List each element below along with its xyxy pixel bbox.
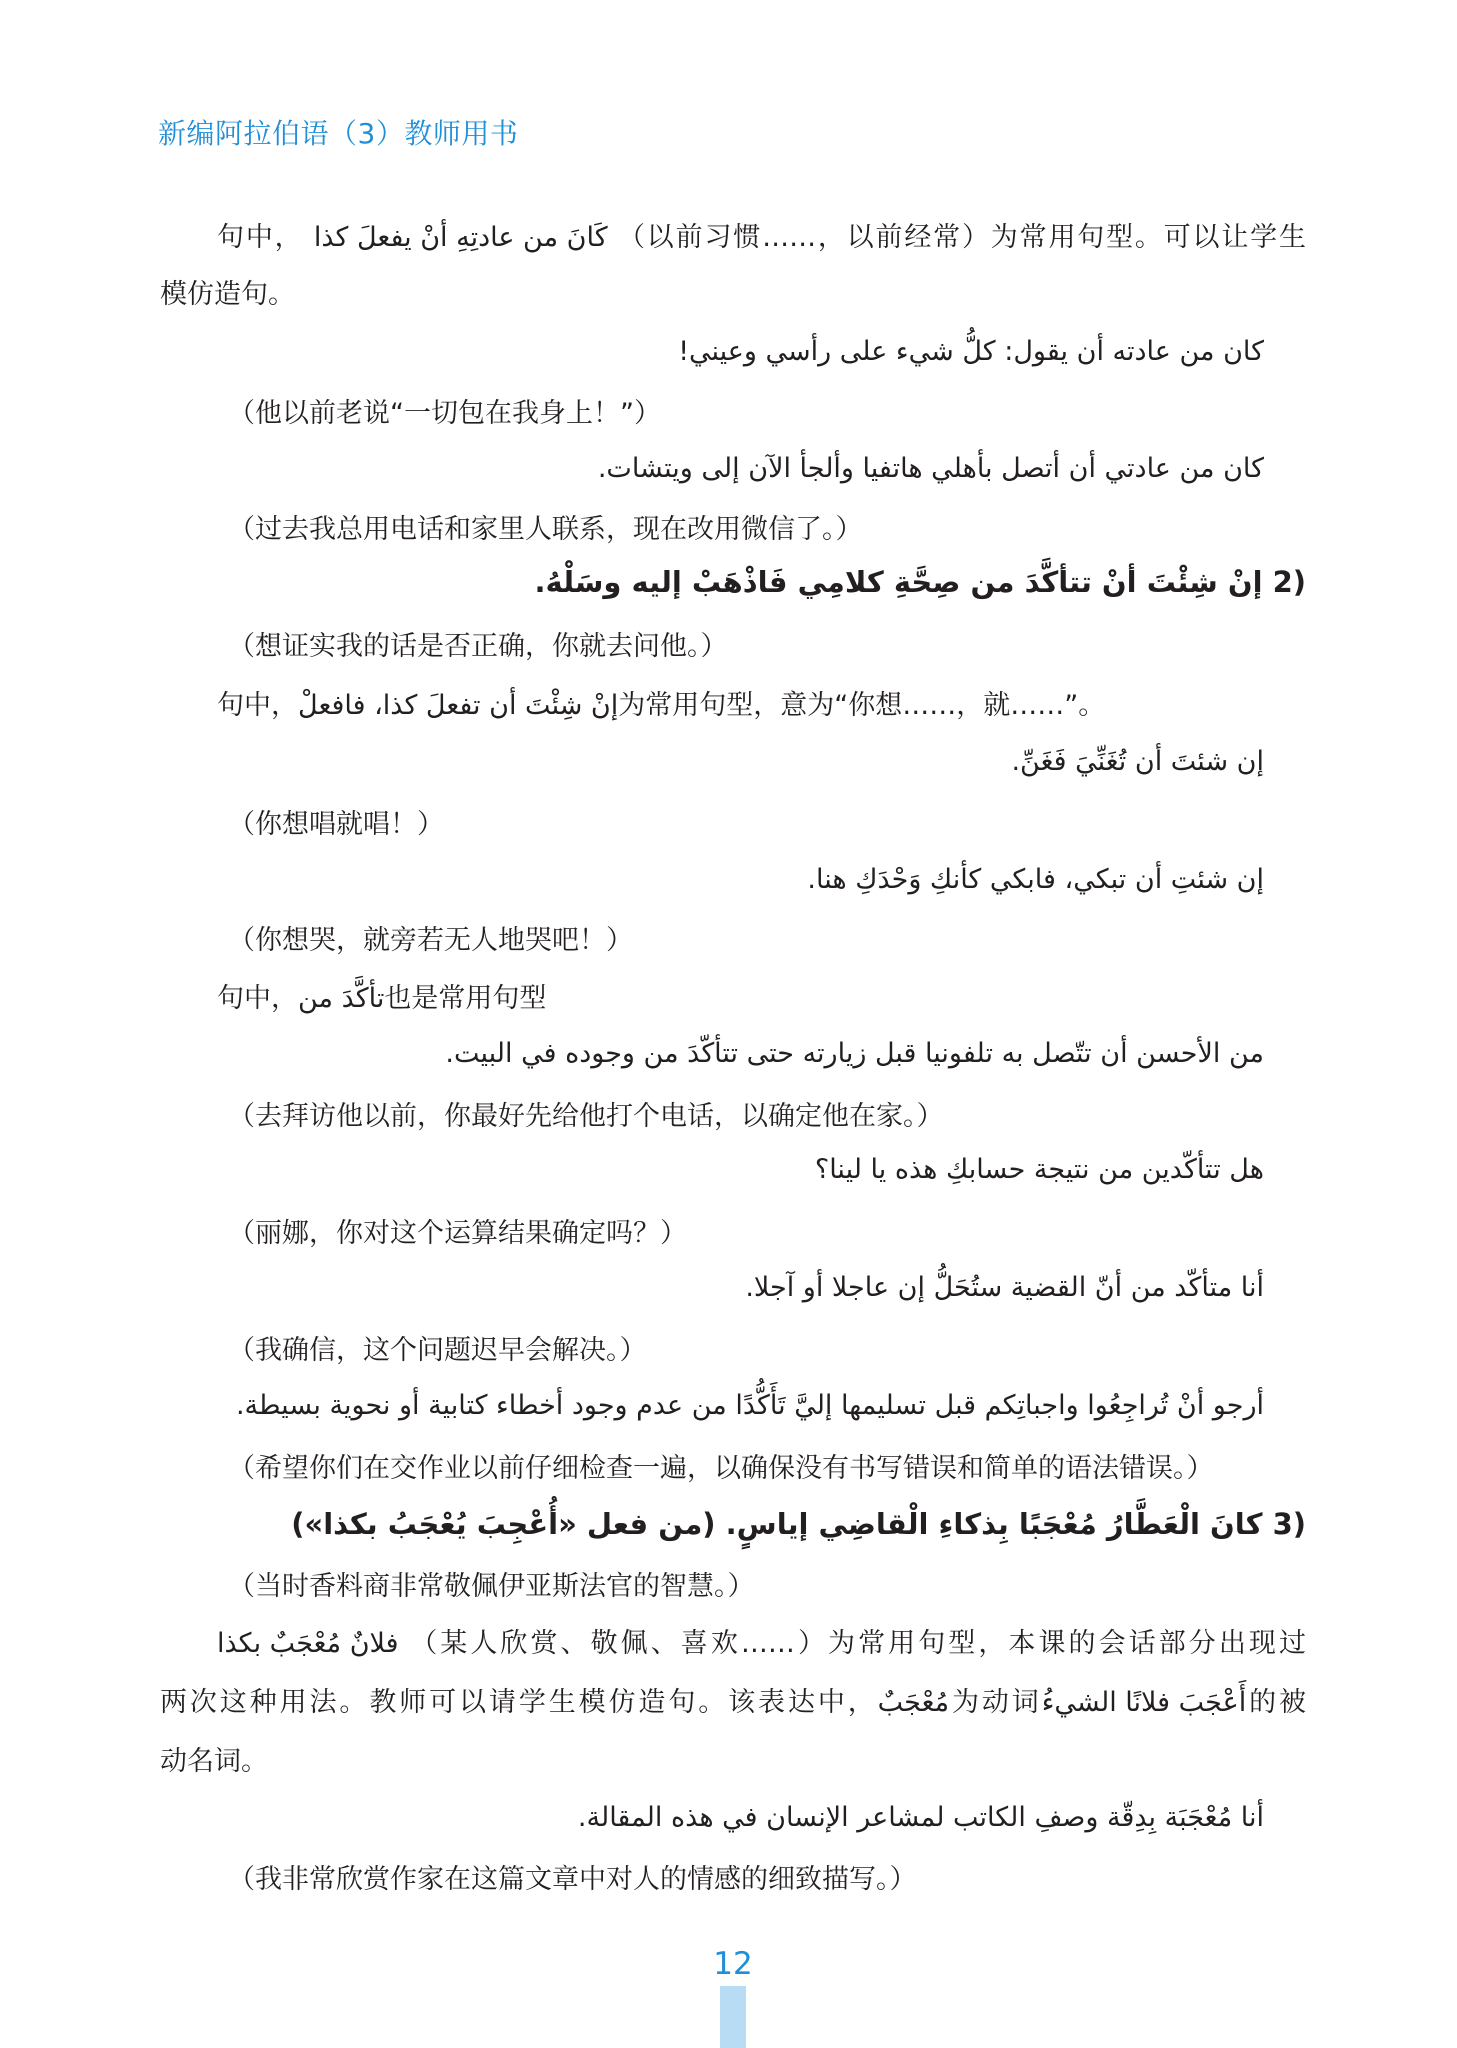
- translation: （想证实我的话是否正确，你就去问他。）: [228, 631, 728, 662]
- arabic-phrase: مُعْجَبٌ: [877, 1687, 950, 1718]
- paragraph-line: [217, 686, 1105, 726]
- arabic-phrase: فلانٌ مُعْجَبٌ بكذا: [217, 1628, 399, 1659]
- page-tab-decoration: [720, 1986, 746, 2048]
- translation: （他以前老说“一切包在我身上！”）: [228, 398, 661, 429]
- arabic-example: أنا مُعْجَبَة بِدِقّة وصفِ الكاتب لمشاعر الإنسان في هذه المقالة.: [577, 1802, 1264, 1833]
- translation: （丽娜，你对这个运算结果确定吗？）: [228, 1218, 687, 1249]
- section-heading-2: [534, 562, 1306, 602]
- section-number: 2): [1272, 565, 1306, 599]
- text: 的被: [1246, 1687, 1307, 1718]
- paragraph-line: [217, 979, 546, 1019]
- section-number: 3): [1272, 1507, 1306, 1541]
- text: 两次这种用法。教师可以请学生模仿造句。该表达中，: [160, 1687, 878, 1718]
- text: 句中，: [217, 690, 298, 721]
- paragraph-line: [217, 218, 1306, 258]
- translation: （我非常欣赏作家在这篇文章中对人的情感的细致描写。）: [228, 1864, 917, 1895]
- paragraph-line: [217, 1624, 1306, 1664]
- text: 句中，: [217, 983, 298, 1014]
- text: 为常用句型，意为“你想……，就……”。: [618, 690, 1106, 721]
- arabic-example: من الأحسن أن تتّصل به تلفونيا قبل زيارته حتى تتأكّدَ من وجوده في البيت.: [445, 1038, 1264, 1069]
- arabic-example: إن شئتَ أن تُغَنِّيَ فَغَنِّ.: [1011, 746, 1264, 777]
- running-header: 新编阿拉伯语（3）教师用书: [158, 117, 519, 150]
- translation: （希望你们在交作业以前仔细检查一遍，以确保没有书写错误和简单的语法错误。）: [228, 1453, 1214, 1484]
- translation: （你想唱就唱！）: [228, 809, 444, 840]
- paragraph-line: [160, 1683, 1306, 1723]
- text: 句中，: [217, 222, 304, 253]
- translation: （你想哭，就旁若无人地哭吧！）: [228, 925, 633, 956]
- text: （某人欣赏、敬佩、喜欢……）为常用句型，本课的会话部分出现过: [410, 1628, 1306, 1659]
- translation: （去拜访他以前，你最好先给他打个电话，以确定他在家。）: [228, 1101, 944, 1132]
- translation: （当时香料商非常敬佩伊亚斯法官的智慧。）: [228, 1571, 755, 1602]
- page-number: 12: [713, 1946, 753, 1982]
- heading-text: كانَ الْعَطَّارُ مُعْجَبًا بِذكاءِ الْقاضِي إياسٍ. (من فعل «أُعْجِبَ يُعْجَبُ بكذا»): [291, 1507, 1263, 1541]
- paragraph-line: 模仿造句。: [160, 279, 295, 310]
- arabic-example: كان من عادتي أن أتصل بأهلي هاتفيا وألجأ الآن إلى ويتشات.: [597, 453, 1264, 484]
- arabic-phrase: كَانَ من عادتِهِ أنْ يفعلَ كذا: [313, 222, 608, 253]
- arabic-example: أرجو أنْ تُراجِعُوا واجباتِكم قبل تسليمها إليَّ تَأَكُّدًا من عدم وجود أخطاء كتابية أو نحوية بسيطة.: [235, 1390, 1264, 1421]
- heading-text: إنْ شِئْتَ أنْ تتأكَّدَ من صِحَّةِ كلامِي فَاذْهَبْ إليه وسَلْهُ.: [534, 565, 1263, 599]
- arabic-example: أنا متأكّد من أنّ القضية ستُحَلُّ إن عاجلا أو آجلا.: [745, 1272, 1264, 1303]
- arabic-phrase: تأكَّدَ من: [298, 983, 385, 1014]
- paragraph-line: 动名词。: [160, 1746, 268, 1777]
- translation: （我确信，这个问题迟早会解决。）: [228, 1335, 647, 1366]
- translation: （过去我总用电话和家里人联系，现在改用微信了。）: [228, 514, 863, 545]
- arabic-example: هل تتأكّدين من نتيجة حسابكِ هذه يا لينا؟: [814, 1154, 1264, 1185]
- text: 为动词: [949, 1687, 1042, 1718]
- arabic-example: إن شئتِ أن تبكي، فابكي كأنكِ وَحْدَكِ هنا.: [807, 864, 1264, 895]
- arabic-phrase: أَعْجَبَ فلانًا الشيءُ: [1041, 1687, 1247, 1718]
- text: 也是常用句型: [384, 983, 547, 1014]
- section-heading-3: [291, 1504, 1306, 1544]
- text: （以前习惯……，以前经常）为常用句型。可以让学生: [617, 222, 1306, 253]
- arabic-phrase: إنْ شِئْتَ أن تفعلَ كذا، فافعلْ: [298, 690, 619, 721]
- arabic-example: كان من عادته أن يقول: كلُّ شيء على رأسي وعيني!: [678, 336, 1264, 367]
